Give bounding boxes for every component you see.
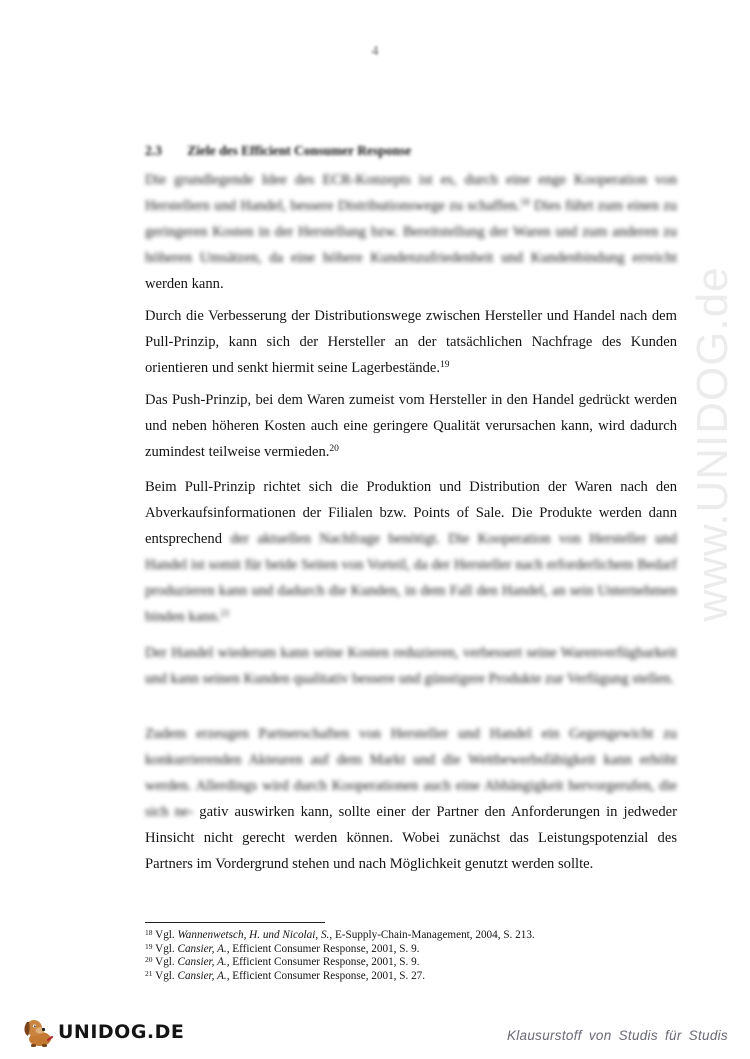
watermark-text: www.UNIDOG.de [688,266,737,622]
footnote-separator [145,922,325,923]
dog-mascot-icon [22,1015,56,1049]
footnote-ref-18: 18 [520,198,530,208]
footnote [145,956,705,970]
section-heading [145,143,411,159]
footnote-number: 20 [145,955,153,965]
footnote-source: Efficient Consumer Response, 2001, S. 9. [232,956,420,969]
footnote-number: 21 [145,968,153,978]
footnote-number: 19 [145,941,153,951]
footnote [145,929,705,943]
section-number: 2.3 [145,143,162,158]
footnote-author: Cansier, A., [177,969,230,982]
paragraph-5 [145,640,677,692]
paragraph-6 [145,721,677,877]
blurred-text: Dies führt zum einen zu geringeren Kosten in der Herstellung bzw. Bereitstellung der Waren und zum anderen zu höheren Umsätzen, da eine höhere Kundenzufriedenheit und Kundenbindung erreicht [145,198,678,266]
footnotes [145,929,705,983]
footnote-ref-21: 21 [220,609,230,619]
section-title: Ziele des Efficient Consumer Response [187,143,412,158]
footnote-ref-19: 19 [440,360,450,370]
paragraph-text: Das Push-Prinzip, bei dem Waren zumeist vom Hersteller in den Handel gedrückt werden und neben höheren Kosten auch eine geringere Qualität verursachen kann, wird dadurch zumindest teilweise vermieden. [145,392,677,460]
paragraph-4 [145,474,677,630]
footnote-number: 18 [145,928,153,937]
footnote-author: Cansier, A., [177,942,230,955]
footnote-author: Wannenwetsch, H. und Nicolai, S., [177,929,333,941]
blurred-text: Die grundlegende Idee des ECR-Konzepts ist es, durch eine enge Kooperation von Herstellern und Handel, bessere Distributionswege zu schaffen. [145,172,677,214]
blurred-text: der aktuellen Nachfrage benötigt. Die Kooperation von Hersteller und Handel ist somit für beide Seiten von Vorteil, da der Hersteller nach erforderlichem Bedarf produzieren kann und dadurch die Kunden, in dem Fall den Handel, an sein Unternehmen binden kann. [145,531,677,625]
footnote-source: Efficient Consumer Response, 2001, S. 9. [232,942,420,955]
paragraph-2 [145,303,677,381]
footnote-author: Cansier, A., [177,956,230,969]
paragraph-1 [145,167,677,297]
footnote-prefix: Vgl. [155,942,175,955]
page-number: 4 [371,44,379,59]
footnote-prefix: Vgl. [155,969,175,982]
footnote-source: Efficient Consumer Response, 2001, S. 27. [232,969,426,982]
footnote [145,943,705,957]
footnote-ref-20: 20 [329,444,339,454]
blurred-text: Der Handel wiederum kann seine Kosten reduzieren, verbessert seine Warenverfügbarkeit und kann seinen Kunden qualitativ bessere und günstigere Produkte zur Verfügung stellen. [145,645,677,687]
footnote-prefix: Vgl. [155,929,175,941]
footnote-source: E-Supply-Chain-Management, 2004, S. 213. [334,929,535,941]
footer-tagline: Klausurstoff von Studis für Studis [506,1028,728,1043]
paragraph-text: Beim Pull-Prinzip richtet sich die Produktion und Distribution der Waren nach den Abverkaufsinformationen der Filialen bzw. Points of Sale. Die Produkte werden dann entsprechend [145,479,677,547]
paragraph-text: Durch die Verbesserung der Distributionswege zwischen Hersteller und Handel nach dem Pull-Prinzip, kann sich der Hersteller an der tatsächlichen Nachfrage des Kunden orientieren und senkt hiermit seine Lagerbestände. [145,308,677,376]
unidog-logo[interactable] [22,1014,184,1050]
paragraph-3 [145,387,677,465]
footnote [145,970,705,984]
blurred-text: Zudem erzeugen Partnerschaften von Hersteller und Handel ein Gegengewicht zu konkurrierenden Akteuren auf dem Markt und die Wettbewerbsfähigkeit kann erhöht werden. Allerdings wird durch Kooperationen auch eine Abhängigkeit hervorgerufen, die sich ne- [145,726,677,820]
paragraph-text: werden kann. [145,276,224,292]
paragraph-text: gativ auswirken kann, sollte einer der Partner den Anforderungen in jedweder Hinsicht nicht gerecht werden können. Wobei zunächst das Leistungspotenzial des Partners im Vordergrund stehen und nach Möglichkeit genutzt werden sollte. [145,804,677,872]
logo-text: UNIDOG.DE [58,1021,185,1043]
footnote-prefix: Vgl. [155,956,175,969]
